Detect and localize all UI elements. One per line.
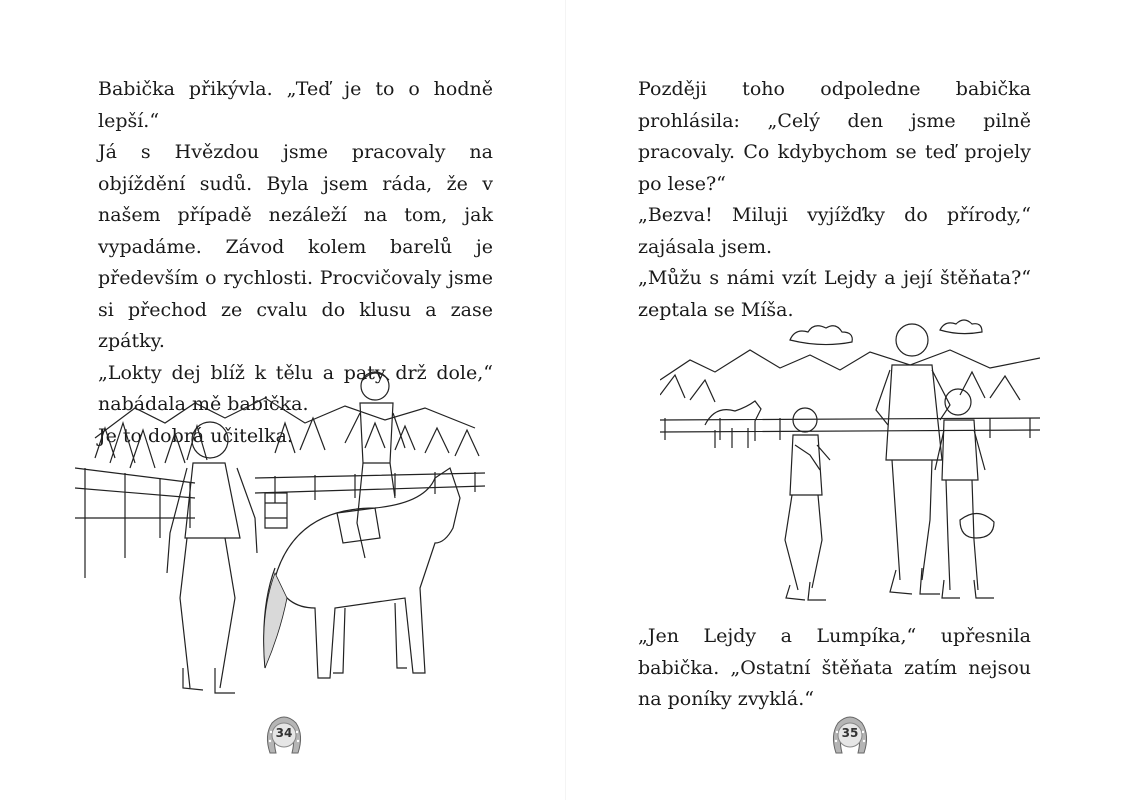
paragraph: Já s Hvězdou jsme pracovaly na objíždění sudů. Byla jsem ráda, že v našem případě nezáleží na tom, jak vypadáme. Závod kolem barelů je především o rychlosti. Procvičovaly jsme si přechod ze cvalu do klusu a zase zpátky.: [98, 141, 493, 352]
paragraph: Babička přikývla. „Teď je to o hodně lepší.“: [98, 78, 493, 132]
right-page-bottom-text: [638, 621, 1031, 716]
page-number: 35: [841, 726, 859, 740]
paragraph: „Bezva! Miluji vyjížďky do přírody,“ zajásala jsem.: [638, 204, 1031, 258]
page-number: 34: [275, 726, 293, 740]
illustration-riding-lesson: [75, 368, 495, 708]
paragraph: „Lokty dej blíž k tělu a paty drž dole,“ nabádala mě babička.: [98, 361, 493, 415]
page-number-badge: [828, 713, 872, 757]
right-page-text: [638, 74, 1031, 326]
paragraph: Později toho odpoledne babička prohlásila: „Celý den jsme pilně pracovaly. Co kdybychom se teď projely po lese?“: [638, 78, 1031, 195]
right-page: [566, 0, 1132, 800]
paragraph: „Můžu s námi vzít Lejdy a její štěňata?“ zeptala se Míša.: [638, 267, 1031, 321]
illustration-girls-and-grandmother: [660, 310, 1040, 610]
paragraph: „Jen Lejdy a Lumpíka,“ upřesnila babička. „Ostatní štěňata zatím nejsou na poníky zvyklá.“: [638, 625, 1031, 710]
page-number-badge: [262, 713, 306, 757]
paragraph: Je to dobrá učitelka.: [98, 424, 294, 447]
